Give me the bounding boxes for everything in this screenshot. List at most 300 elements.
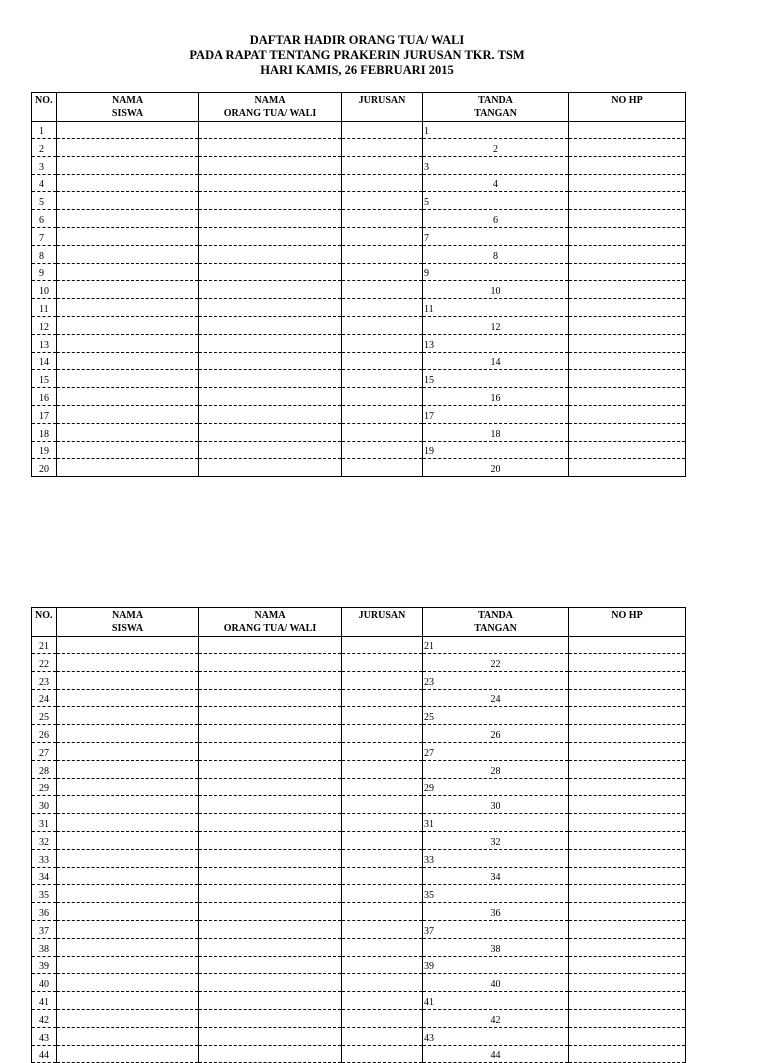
tanda-tangan-cell[interactable]: 35 [423, 885, 569, 903]
no-hp-cell[interactable] [569, 974, 686, 992]
no-hp-cell[interactable] [569, 671, 686, 689]
jurusan-cell[interactable] [342, 956, 423, 974]
nama-orang-tua-cell[interactable] [199, 707, 342, 725]
nama-orang-tua-cell[interactable] [199, 974, 342, 992]
table-row [32, 122, 686, 139]
nama-orang-tua-cell[interactable] [199, 370, 342, 388]
no-hp-cell[interactable] [569, 689, 686, 707]
nama-orang-tua-cell[interactable] [199, 742, 342, 760]
no-hp-cell[interactable] [569, 299, 686, 317]
tanda-tangan-cell[interactable]: 11 [423, 299, 569, 317]
tanda-tangan-cell[interactable]: 14 [423, 352, 569, 370]
nama-siswa-cell[interactable] [57, 849, 199, 867]
nama-orang-tua-cell[interactable] [199, 227, 342, 245]
row-number: 29 [32, 778, 57, 796]
nama-orang-tua-cell[interactable] [199, 459, 342, 477]
table-row [32, 814, 686, 832]
jurusan-cell[interactable] [342, 316, 423, 334]
nama-siswa-cell[interactable] [57, 760, 199, 778]
tanda-tangan-cell[interactable]: 29 [423, 778, 569, 796]
row-number: 44 [32, 1045, 57, 1063]
header-nama-siswa [57, 608, 199, 637]
row-number: 11 [32, 299, 57, 317]
header-no-label: NO. [35, 610, 53, 621]
table-row [32, 671, 686, 689]
no-hp-cell[interactable] [569, 903, 686, 921]
jurusan-cell[interactable] [342, 334, 423, 352]
nama-orang-tua-cell[interactable] [199, 299, 342, 317]
no-hp-cell[interactable] [569, 654, 686, 672]
nama-siswa-cell[interactable] [57, 334, 199, 352]
header-nama-orang-tua-line-2: ORANG TUA/ WALI [223, 623, 317, 634]
nama-siswa-cell[interactable] [57, 405, 199, 423]
tanda-tangan-cell[interactable]: 22 [423, 654, 569, 672]
nama-orang-tua-cell[interactable] [199, 831, 342, 849]
header-nama-orang-tua-line-1: NAMA [254, 95, 286, 106]
tanda-tangan-cell[interactable]: 30 [423, 796, 569, 814]
jurusan-cell[interactable] [342, 742, 423, 760]
row-number: 15 [32, 370, 57, 388]
table-row [32, 654, 686, 672]
tanda-tangan-cell[interactable]: 39 [423, 956, 569, 974]
nama-orang-tua-cell[interactable] [199, 388, 342, 406]
no-hp-cell[interactable] [569, 245, 686, 263]
header-tanda-tangan-line-1: TANDA [478, 610, 513, 621]
tanda-tangan-cell[interactable]: 18 [423, 423, 569, 441]
nama-orang-tua-cell[interactable] [199, 725, 342, 743]
jurusan-cell[interactable] [342, 637, 423, 654]
tanda-tangan-cell[interactable]: 4 [423, 174, 569, 192]
table-row [32, 316, 686, 334]
table-row [32, 867, 686, 885]
nama-siswa-cell[interactable] [57, 316, 199, 334]
jurusan-cell[interactable] [342, 299, 423, 317]
no-hp-cell[interactable] [569, 281, 686, 299]
no-hp-cell[interactable] [569, 760, 686, 778]
tanda-tangan-cell[interactable]: 13 [423, 334, 569, 352]
row-number: 22 [32, 654, 57, 672]
nama-siswa-cell[interactable] [57, 1009, 199, 1027]
jurusan-cell[interactable] [342, 1027, 423, 1045]
header-nama-siswa-line-2: SISWA [111, 108, 144, 119]
nama-orang-tua-cell[interactable] [199, 671, 342, 689]
jurusan-cell[interactable] [342, 671, 423, 689]
nama-orang-tua-cell[interactable] [199, 637, 342, 654]
row-number: 2 [32, 139, 57, 157]
row-number: 37 [32, 920, 57, 938]
nama-orang-tua-cell[interactable] [199, 352, 342, 370]
no-hp-cell[interactable] [569, 192, 686, 210]
tanda-tangan-cell[interactable]: 12 [423, 316, 569, 334]
tanda-tangan-cell[interactable]: 8 [423, 245, 569, 263]
nama-siswa-cell[interactable] [57, 992, 199, 1010]
jurusan-cell[interactable] [342, 938, 423, 956]
table-row [32, 423, 686, 441]
tanda-tangan-cell[interactable]: 25 [423, 707, 569, 725]
nama-orang-tua-cell[interactable] [199, 192, 342, 210]
attendance-table-2 [31, 607, 686, 1063]
row-number: 12 [32, 316, 57, 334]
no-hp-cell[interactable] [569, 637, 686, 654]
tanda-tangan-cell[interactable]: 19 [423, 441, 569, 459]
tanda-tangan-cell[interactable]: 40 [423, 974, 569, 992]
header-tanda-tangan [423, 608, 569, 637]
header-jurusan-label: JURUSAN [358, 95, 406, 106]
no-hp-cell[interactable] [569, 796, 686, 814]
tanda-tangan-cell[interactable]: 32 [423, 831, 569, 849]
tanda-tangan-cell[interactable]: 27 [423, 742, 569, 760]
tanda-tangan-cell[interactable]: 38 [423, 938, 569, 956]
nama-siswa-cell[interactable] [57, 299, 199, 317]
table-row [32, 370, 686, 388]
nama-siswa-cell[interactable] [57, 459, 199, 477]
jurusan-cell[interactable] [342, 849, 423, 867]
table-row [32, 974, 686, 992]
nama-siswa-cell[interactable] [57, 974, 199, 992]
no-hp-cell[interactable] [569, 707, 686, 725]
row-number: 16 [32, 388, 57, 406]
row-number: 17 [32, 405, 57, 423]
row-number: 33 [32, 849, 57, 867]
nama-orang-tua-cell[interactable] [199, 760, 342, 778]
tanda-tangan-cell[interactable]: 21 [423, 637, 569, 654]
jurusan-cell[interactable] [342, 139, 423, 157]
row-number: 24 [32, 689, 57, 707]
nama-siswa-cell[interactable] [57, 245, 199, 263]
header-no-hp-label: NO HP [611, 610, 643, 621]
jurusan-cell[interactable] [342, 156, 423, 174]
row-number: 4 [32, 174, 57, 192]
nama-siswa-cell[interactable] [57, 441, 199, 459]
nama-siswa-cell[interactable] [57, 210, 199, 228]
row-number: 13 [32, 334, 57, 352]
row-number: 8 [32, 245, 57, 263]
nama-orang-tua-cell[interactable] [199, 956, 342, 974]
title-line-2: PADA RAPAT TENTANG PRAKERIN JURUSAN TKR. TSM [189, 48, 525, 62]
no-hp-cell[interactable] [569, 423, 686, 441]
no-hp-cell[interactable] [569, 1027, 686, 1045]
tanda-tangan-cell[interactable]: 9 [423, 263, 569, 281]
row-number: 31 [32, 814, 57, 832]
no-hp-cell[interactable] [569, 956, 686, 974]
nama-siswa-cell[interactable] [57, 352, 199, 370]
jurusan-cell[interactable] [342, 725, 423, 743]
row-number: 40 [32, 974, 57, 992]
tanda-tangan-cell[interactable]: 24 [423, 689, 569, 707]
nama-orang-tua-cell[interactable] [199, 938, 342, 956]
table-row [32, 725, 686, 743]
nama-orang-tua-cell[interactable] [199, 245, 342, 263]
tanda-tangan-cell[interactable]: 1 [423, 122, 569, 139]
tanda-tangan-cell[interactable]: 20 [423, 459, 569, 477]
header-no-hp-label: NO HP [611, 95, 643, 106]
tanda-tangan-cell[interactable]: 16 [423, 388, 569, 406]
tanda-tangan-cell[interactable]: 36 [423, 903, 569, 921]
jurusan-cell[interactable] [342, 1045, 423, 1063]
no-hp-cell[interactable] [569, 156, 686, 174]
nama-orang-tua-cell[interactable] [199, 654, 342, 672]
nama-siswa-cell[interactable] [57, 388, 199, 406]
nama-orang-tua-cell[interactable] [199, 210, 342, 228]
jurusan-cell[interactable] [342, 885, 423, 903]
nama-orang-tua-cell[interactable] [199, 316, 342, 334]
nama-siswa-cell[interactable] [57, 671, 199, 689]
jurusan-cell[interactable] [342, 920, 423, 938]
nama-orang-tua-cell[interactable] [199, 156, 342, 174]
row-number: 18 [32, 423, 57, 441]
no-hp-cell[interactable] [569, 370, 686, 388]
nama-orang-tua-cell[interactable] [199, 920, 342, 938]
tanda-tangan-cell[interactable]: 41 [423, 992, 569, 1010]
nama-siswa-cell[interactable] [57, 831, 199, 849]
no-hp-cell[interactable] [569, 938, 686, 956]
table-row [32, 938, 686, 956]
tanda-tangan-cell[interactable]: 7 [423, 227, 569, 245]
nama-orang-tua-cell[interactable] [199, 139, 342, 157]
row-number: 43 [32, 1027, 57, 1045]
nama-siswa-cell[interactable] [57, 637, 199, 654]
table-row [32, 831, 686, 849]
jurusan-cell[interactable] [342, 814, 423, 832]
header-nama-orang-tua-line-1: NAMA [254, 610, 286, 621]
nama-orang-tua-cell[interactable] [199, 263, 342, 281]
no-hp-cell[interactable] [569, 388, 686, 406]
row-number: 5 [32, 192, 57, 210]
jurusan-cell[interactable] [342, 281, 423, 299]
nama-siswa-cell[interactable] [57, 122, 199, 139]
table-body [32, 637, 686, 1063]
tanda-tangan-cell[interactable]: 44 [423, 1045, 569, 1063]
row-number: 27 [32, 742, 57, 760]
tanda-tangan-cell[interactable]: 34 [423, 867, 569, 885]
tanda-tangan-cell[interactable]: 10 [423, 281, 569, 299]
nama-siswa-cell[interactable] [57, 192, 199, 210]
row-number: 14 [32, 352, 57, 370]
no-hp-cell[interactable] [569, 459, 686, 477]
header-jurusan-label: JURUSAN [358, 610, 406, 621]
nama-siswa-cell[interactable] [57, 814, 199, 832]
header-no [32, 93, 57, 122]
no-hp-cell[interactable] [569, 334, 686, 352]
nama-siswa-cell[interactable] [57, 156, 199, 174]
tanda-tangan-cell[interactable]: 42 [423, 1009, 569, 1027]
header-row [32, 93, 686, 122]
title-line-1: DAFTAR HADIR ORANG TUA/ WALI [249, 33, 465, 47]
nama-orang-tua-cell[interactable] [199, 778, 342, 796]
jurusan-cell[interactable] [342, 707, 423, 725]
jurusan-cell[interactable] [342, 370, 423, 388]
jurusan-cell[interactable] [342, 227, 423, 245]
table-header [32, 93, 686, 122]
tanda-tangan-cell[interactable]: 33 [423, 849, 569, 867]
jurusan-cell[interactable] [342, 867, 423, 885]
nama-siswa-cell[interactable] [57, 938, 199, 956]
no-hp-cell[interactable] [569, 174, 686, 192]
no-hp-cell[interactable] [569, 849, 686, 867]
jurusan-cell[interactable] [342, 974, 423, 992]
tanda-tangan-cell[interactable]: 23 [423, 671, 569, 689]
no-hp-cell[interactable] [569, 867, 686, 885]
jurusan-cell[interactable] [342, 388, 423, 406]
jurusan-cell[interactable] [342, 654, 423, 672]
nama-siswa-cell[interactable] [57, 920, 199, 938]
tanda-tangan-cell[interactable]: 2 [423, 139, 569, 157]
table-row [32, 156, 686, 174]
tanda-tangan-cell[interactable]: 17 [423, 405, 569, 423]
row-number: 10 [32, 281, 57, 299]
row-number: 35 [32, 885, 57, 903]
row-number: 30 [32, 796, 57, 814]
jurusan-cell[interactable] [342, 423, 423, 441]
nama-siswa-cell[interactable] [57, 370, 199, 388]
table-row [32, 405, 686, 423]
no-hp-cell[interactable] [569, 742, 686, 760]
nama-orang-tua-cell[interactable] [199, 423, 342, 441]
header-nama-orang-tua [199, 608, 342, 637]
no-hp-cell[interactable] [569, 263, 686, 281]
no-hp-cell[interactable] [569, 405, 686, 423]
nama-siswa-cell[interactable] [57, 1045, 199, 1063]
nama-orang-tua-cell[interactable] [199, 885, 342, 903]
header-row [32, 608, 686, 637]
jurusan-cell[interactable] [342, 174, 423, 192]
tanda-tangan-cell[interactable]: 15 [423, 370, 569, 388]
header-nama-siswa-line-1: NAMA [111, 95, 144, 106]
header-nama-orang-tua [199, 93, 342, 122]
table-header [32, 608, 686, 637]
tanda-tangan-cell[interactable]: 28 [423, 760, 569, 778]
tanda-tangan-cell[interactable]: 3 [423, 156, 569, 174]
jurusan-cell[interactable] [342, 831, 423, 849]
no-hp-cell[interactable] [569, 227, 686, 245]
nama-orang-tua-cell[interactable] [199, 441, 342, 459]
nama-orang-tua-cell[interactable] [199, 992, 342, 1010]
nama-siswa-cell[interactable] [57, 867, 199, 885]
table-row [32, 263, 686, 281]
nama-siswa-cell[interactable] [57, 263, 199, 281]
no-hp-cell[interactable] [569, 316, 686, 334]
jurusan-cell[interactable] [342, 192, 423, 210]
table-row [32, 441, 686, 459]
header-tanda-tangan-line-2: TANGAN [474, 623, 517, 634]
nama-siswa-cell[interactable] [57, 725, 199, 743]
tanda-tangan-cell[interactable]: 26 [423, 725, 569, 743]
nama-siswa-cell[interactable] [57, 796, 199, 814]
no-hp-cell[interactable] [569, 1009, 686, 1027]
nama-siswa-cell[interactable] [57, 903, 199, 921]
nama-siswa-cell[interactable] [57, 1027, 199, 1045]
nama-orang-tua-cell[interactable] [199, 1027, 342, 1045]
no-hp-cell[interactable] [569, 1045, 686, 1063]
jurusan-cell[interactable] [342, 903, 423, 921]
nama-orang-tua-cell[interactable] [199, 903, 342, 921]
nama-orang-tua-cell[interactable] [199, 174, 342, 192]
header-jurusan [342, 608, 423, 637]
jurusan-cell[interactable] [342, 263, 423, 281]
row-number: 41 [32, 992, 57, 1010]
table-row [32, 637, 686, 654]
no-hp-cell[interactable] [569, 814, 686, 832]
jurusan-cell[interactable] [342, 245, 423, 263]
no-hp-cell[interactable] [569, 920, 686, 938]
table-row [32, 174, 686, 192]
no-hp-cell[interactable] [569, 992, 686, 1010]
nama-siswa-cell[interactable] [57, 689, 199, 707]
nama-orang-tua-cell[interactable] [199, 1045, 342, 1063]
nama-orang-tua-cell[interactable] [199, 867, 342, 885]
nama-siswa-cell[interactable] [57, 778, 199, 796]
tanda-tangan-cell[interactable]: 43 [423, 1027, 569, 1045]
nama-orang-tua-cell[interactable] [199, 122, 342, 139]
header-no [32, 608, 57, 637]
jurusan-cell[interactable] [342, 689, 423, 707]
jurusan-cell[interactable] [342, 122, 423, 139]
row-number: 38 [32, 938, 57, 956]
jurusan-cell[interactable] [342, 778, 423, 796]
jurusan-cell[interactable] [342, 760, 423, 778]
no-hp-cell[interactable] [569, 885, 686, 903]
header-nama-orang-tua-line-2: ORANG TUA/ WALI [223, 108, 317, 119]
no-hp-cell[interactable] [569, 725, 686, 743]
table-row [32, 192, 686, 210]
no-hp-cell[interactable] [569, 778, 686, 796]
nama-orang-tua-cell[interactable] [199, 1009, 342, 1027]
no-hp-cell[interactable] [569, 139, 686, 157]
jurusan-cell[interactable] [342, 210, 423, 228]
no-hp-cell[interactable] [569, 441, 686, 459]
header-tanda-tangan-line-1: TANDA [478, 95, 513, 106]
nama-orang-tua-cell[interactable] [199, 689, 342, 707]
nama-siswa-cell[interactable] [57, 654, 199, 672]
tanda-tangan-cell[interactable]: 6 [423, 210, 569, 228]
no-hp-cell[interactable] [569, 122, 686, 139]
row-number: 20 [32, 459, 57, 477]
no-hp-cell[interactable] [569, 210, 686, 228]
jurusan-cell[interactable] [342, 1009, 423, 1027]
nama-siswa-cell[interactable] [57, 707, 199, 725]
tanda-tangan-cell[interactable]: 31 [423, 814, 569, 832]
nama-siswa-cell[interactable] [57, 423, 199, 441]
nama-siswa-cell[interactable] [57, 956, 199, 974]
nama-orang-tua-cell[interactable] [199, 281, 342, 299]
tanda-tangan-cell[interactable]: 37 [423, 920, 569, 938]
jurusan-cell[interactable] [342, 352, 423, 370]
nama-orang-tua-cell[interactable] [199, 814, 342, 832]
nama-siswa-cell[interactable] [57, 742, 199, 760]
nama-orang-tua-cell[interactable] [199, 849, 342, 867]
no-hp-cell[interactable] [569, 352, 686, 370]
table-body [32, 122, 686, 477]
nama-orang-tua-cell[interactable] [199, 405, 342, 423]
nama-orang-tua-cell[interactable] [199, 796, 342, 814]
row-number: 36 [32, 903, 57, 921]
jurusan-cell[interactable] [342, 405, 423, 423]
nama-siswa-cell[interactable] [57, 174, 199, 192]
nama-siswa-cell[interactable] [57, 281, 199, 299]
jurusan-cell[interactable] [342, 796, 423, 814]
nama-siswa-cell[interactable] [57, 885, 199, 903]
tanda-tangan-cell[interactable]: 5 [423, 192, 569, 210]
table-row [32, 778, 686, 796]
jurusan-cell[interactable] [342, 459, 423, 477]
nama-siswa-cell[interactable] [57, 139, 199, 157]
no-hp-cell[interactable] [569, 831, 686, 849]
jurusan-cell[interactable] [342, 992, 423, 1010]
jurusan-cell[interactable] [342, 441, 423, 459]
row-number: 25 [32, 707, 57, 725]
nama-siswa-cell[interactable] [57, 227, 199, 245]
nama-orang-tua-cell[interactable] [199, 334, 342, 352]
